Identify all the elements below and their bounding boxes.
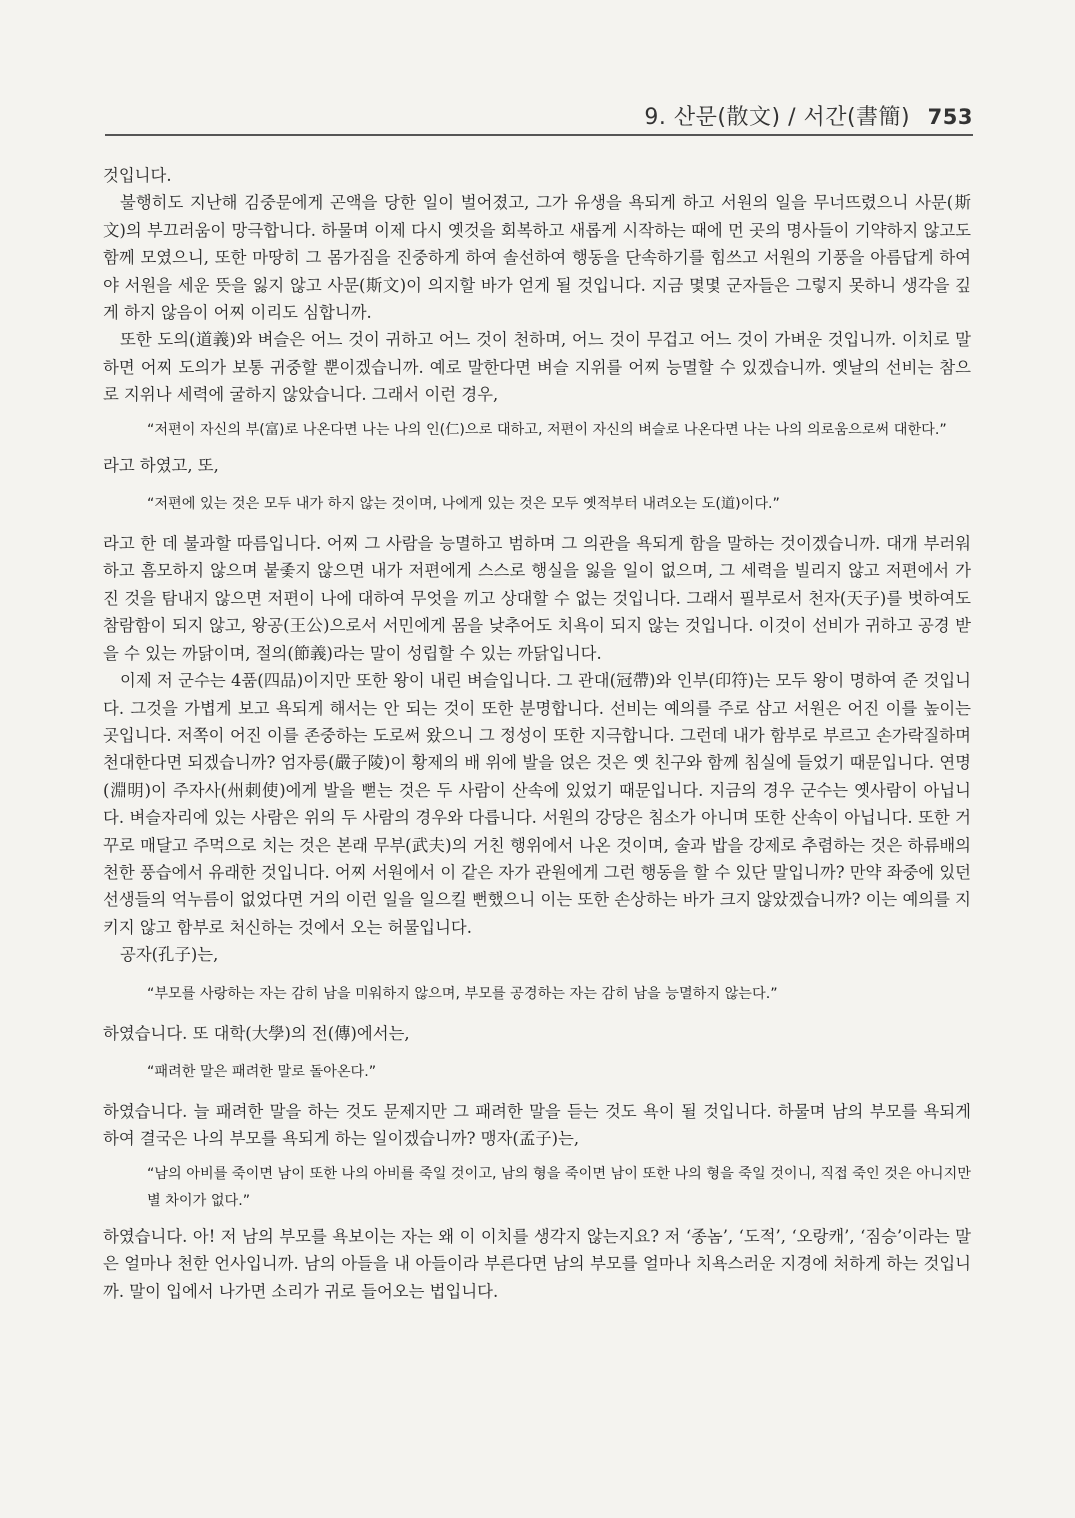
body-text [103, 162, 971, 1305]
block-quote: “패려한 말은 패려한 말로 돌아온다.” [147, 1063, 377, 1080]
block-quote: “저편이 자신의 부(富)로 나온다면 나는 나의 인(仁)으로 대하고, 저편이 자신의 벼슬로 나온다면 나는 나의 의로움으로써 대한다.” [147, 421, 947, 438]
header-rule [105, 134, 973, 136]
paragraph: 라고 한 데 불과할 따름입니다. 어찌 그 사람을 능멸하고 범하며 그 의관을 욕되게 함을 말하는 것이겠습니까. 대개 부러워하고 흠모하지 않으며 붙좇지 않으면 내가 저편에게 스스로 행실을 잃을 일이 없으며, 그 세력을 빌리지 않고 저편에서 가진 것을 탐내지 않으면 저편이 나에 대하여 무엇을 끼고 상대할 수 없는 것입니다. 그래서 필부로서 천자(天子)를 벗하여도 참람함이 되지 않고, 왕공(王公)으로서 서민에게 몸을 낮추어도 치욕이 되지 않는 것입니다. 이것이 선비가 귀하고 공경 받을 수 있는 까닭이며, 절의(節義)라는 말이 성립할 수 있는 까닭입니다. [103, 534, 971, 663]
paragraph: 또한 도의(道義)와 벼슬은 어느 것이 귀하고 어느 것이 천하며, 어느 것이 무겁고 어느 것이 가벼운 것입니까. 이치로 말하면 어찌 도의가 보통 귀중할 뿐이겠습니까. 예로 말한다면 벼슬 지위를 어찌 능멸할 수 있겠습니까. 옛날의 선비는 참으로 지위나 세력에 굴하지 않았습니다. 그래서 이런 경우, [103, 330, 971, 405]
paragraph: 하였습니다. 아! 저 남의 부모를 욕보이는 자는 왜 이 이치를 생각지 않는지요? 저 ‘종놈’, ‘도적’, ‘오랑캐’, ‘짐승’이라는 말은 얼마나 천한 언사입니까. 남의 아들을 내 아들이라 부른다면 남의 부모를 얼마나 치욕스러운 지경에 처하게 하는 것입니까. 말이 입에서 나가면 소리가 귀로 들어오는 법입니다. [103, 1226, 971, 1301]
paragraph: 공자(孔子)는, [120, 945, 219, 965]
chapter-title: 9. 산문(散文) / 서간(書簡) [644, 105, 911, 130]
page-number: 753 [927, 105, 973, 129]
block-quote: “부모를 사랑하는 자는 감히 남을 미워하지 않으며, 부모를 공경하는 자는 감히 남을 능멸하지 않는다.” [147, 985, 778, 1002]
paragraph: 이제 저 군수는 4품(四品)이지만 또한 왕이 내린 벼슬입니다. 그 관대(冠帶)와 인부(印符)는 모두 왕이 명하여 준 것입니다. 그것을 가볍게 보고 욕되게 해서는 안 되는 것이 또한 분명합니다. 선비는 예의를 주로 삼고 서원은 어진 이를 높이는 곳입니다. 저쪽이 어진 이를 존중하는 도로써 왔으니 그 정성이 또한 지극합니다. 그런데 내가 함부로 부르고 손가락질하며 천대한다면 되겠습니까? 엄자릉(嚴子陵)이 황제의 배 위에 발을 얹은 것은 옛 친구와 함께 침실에 들었기 때문입니다. 연명(淵明)이 주자사(州刺使)에게 발을 뻗는 것은 두 사람이 산속에 있었기 때문입니다. 지금의 경우 군수는 옛사람이 아닙니다. 벼슬자리에 있는 사람은 위의 두 사람의 경우와 다릅니다. 서원의 강당은 침소가 아니며 또한 산속이 아닙니다. 또한 거꾸로 매달고 주먹으로 치는 것은 본래 무부(武夫)의 거친 행위에서 나온 것이며, 술과 밥을 강제로 추렴하는 것은 하류배의 천한 풍습에서 유래한 것입니다. 어찌 서원에서 이 같은 자가 관원에게 그런 행동을 할 수 있단 말입니까? 만약 좌중에 있던 선생들의 억누름이 없었다면 거의 이런 일을 일으킬 뻔했으니 이는 또한 손상하는 바가 크지 않았겠습니까? 이는 예의를 지키지 않고 함부로 처신하는 것에서 오는 허물입니다. [103, 671, 971, 937]
paragraph: 것입니다. [103, 166, 172, 185]
running-header [644, 100, 973, 131]
paragraph: 라고 하였고, 또, [103, 455, 219, 475]
paragraph: 하였습니다. 또 대학(大學)의 전(傳)에서는, [103, 1023, 410, 1043]
paragraph: 불행히도 지난해 김중문에게 곤액을 당한 일이 벌어졌고, 그가 유생을 욕되게 하고 서원의 일을 무너뜨렸으니 사문(斯文)의 부끄러움이 망극합니다. 하물며 이제 다시 옛것을 회복하고 새롭게 시작하는 때에 먼 곳의 명사들이 기약하지 않고도 함께 모였으니, 또한 마땅히 그 몸가짐을 진중하게 하여 솔선하여 행동을 단속하기를 힘쓰고 서원의 기풍을 아름답게 하여야 서원을 세운 뜻을 잃지 않고 사문(斯文)이 의지할 바가 얻게 될 것입니다. 지금 몇몇 군자들은 그렇지 못하니 생각을 깊게 하지 않음이 어찌 이리도 심합니까. [103, 193, 971, 323]
block-quote: “저편에 있는 것은 모두 내가 하지 않는 것이며, 나에게 있는 것은 모두 옛적부터 내려오는 도(道)이다.” [147, 496, 780, 513]
block-quote: “남의 아비를 죽이면 남이 또한 나의 아비를 죽일 것이고, 남의 형을 죽이면 남이 또한 나의 형을 죽일 것이니, 직접 죽인 것은 아니지만 별 차이가 없다.” [147, 1165, 971, 1209]
paragraph: 하였습니다. 늘 패려한 말을 하는 것도 문제지만 그 패려한 말을 듣는 것도 욕이 될 것입니다. 하물며 남의 부모를 욕되게 하여 결국은 나의 부모를 욕되게 하는 일이겠습니까? 맹자(孟子)는, [103, 1101, 971, 1149]
